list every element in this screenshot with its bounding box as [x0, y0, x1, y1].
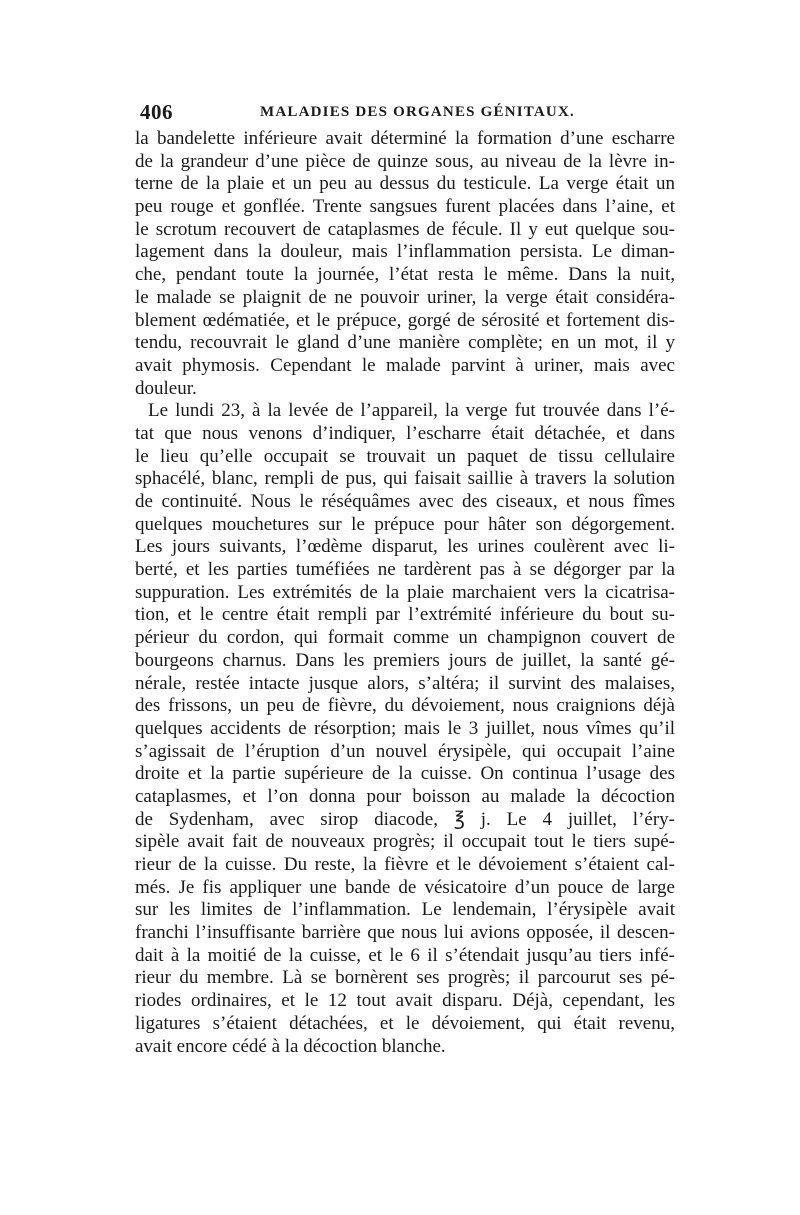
text-line: droite et la partie supérieure de la cuisse. On continua l’usage des [135, 763, 675, 785]
text-line: dait à la moitié de la cuisse, et le 6 il s’étendait jusqu’au tiers infé- [135, 944, 675, 966]
text-line: quelques accidents de résorption; mais le 3 juillet, nous vîmes qu’il [135, 717, 675, 739]
text-line: suppuration. Les extrémités de la plaie marchaient vers la cicatrisa- [135, 581, 675, 603]
text-line: la bandelette inférieure avait déterminé la formation d’une escharre [135, 128, 675, 149]
text-line: lagement dans la douleur, mais l’inflammation persista. Le diman- [135, 241, 675, 263]
text-line: tat que nous venons d’indiquer, l’escharre était détachée, et dans [135, 422, 675, 444]
text-line: més. Je fis appliquer une bande de vésicatoire d’un pouce de large [135, 876, 675, 898]
text-line: de la grandeur d’une pièce de quinze sous, au niveau de la lèvre in- [135, 150, 675, 172]
page-number: 406 [140, 100, 173, 124]
text-line: terne de la plaie et un peu au dessus du testicule. La verge était un [135, 173, 675, 195]
text-line: sphacélé, blanc, rempli de pus, qui faisait saillie à travers la solution [135, 468, 675, 490]
text-line: peu rouge et gonflée. Trente sangsues furent placées dans l’aine, et [135, 196, 675, 218]
text-line: tion, et le centre était rempli par l’extrémité inférieure du bout su- [135, 604, 675, 626]
page-header [140, 100, 675, 128]
text-line: le scrotum recouvert de cataplasmes de fécule. Il y eut quelque sou- [135, 218, 675, 240]
text-line: douleur. [135, 377, 197, 399]
text-line: de continuité. Nous le réséquâmes avec des ciseaux, et nous fîmes [135, 491, 675, 512]
text-line: che, pendant toute la journée, l’état resta le même. Dans la nuit, [135, 264, 675, 286]
text-line: sipèle avait fait de nouveaux progrès; il occupait tout le tiers supé- [135, 831, 675, 853]
text-line: sur les limites de l’inflammation. Le lendemain, l’érysipèle avait [135, 899, 675, 921]
running-title: MALADIES DES ORGANES GÉNITAUX. [260, 104, 575, 120]
text-line: s’agissait de l’éruption d’un nouvel érysipèle, qui occupait l’aine [135, 740, 675, 762]
text-line: berté, et les parties tuméfiées ne tardèrent pas à se dégorger par la [135, 559, 675, 581]
text-line: tendu, recouvrait le gland d’une manière complète; en un mot, il y [135, 332, 675, 354]
text-line: quelques mouchetures sur le prépuce pour hâter son dégorgement. [135, 513, 675, 535]
text-line: rieur de la cuisse. Du reste, la fièvre et le dévoiement s’étaient cal- [135, 854, 675, 875]
text-line: franchi l’insuffisante barrière que nous lui avions opposée, il descen- [135, 922, 675, 944]
text-line: avait phymosis. Cependant le malade parvint à uriner, mais avec [135, 354, 675, 376]
text-line: Les jours suivants, l’œdème disparut, les urines coulèrent avec li- [135, 536, 675, 558]
text-line: le malade se plaignit de ne pouvoir uriner, la verge était considéra- [135, 286, 675, 308]
text-line: Le lundi 23, à la levée de l’appareil, la verge fut trouvée dans l’é- [148, 400, 675, 422]
text-line: bourgeons charnus. Dans les premiers jours de juillet, la santé gé- [135, 649, 675, 671]
text-line: le lieu qu’elle occupait se trouvait un paquet de tissu cellulaire [135, 445, 675, 467]
text-line: cataplasmes, et l’on donna pour boisson au malade la décoction [135, 785, 675, 807]
text-line: ligatures s’étaient détachées, et le dévoiement, qui était revenu, [135, 1012, 675, 1034]
text-line: de Sydenham, avec sirop diacode, ℥ j. Le 4 juillet, l’éry- [135, 808, 675, 830]
text-line: rieur du membre. Là se bornèrent ses progrès; il parcourut ses pé- [135, 967, 675, 989]
text-line: périeur du cordon, qui formait comme un champignon couvert de [135, 627, 675, 649]
text-line: des frissons, un peu de fièvre, du dévoiement, nous craignions déjà [135, 695, 675, 717]
text-line: riodes ordinaires, et le 12 tout avait disparu. Déjà, cependant, les [135, 990, 675, 1012]
body-text [135, 128, 675, 1058]
text-line: blement œdématiée, et le prépuce, gorgé de sérosité et fortement dis- [135, 309, 675, 331]
text-line: avait encore cédé à la décoction blanche. [135, 1035, 446, 1057]
text-line: nérale, restée intacte jusque alors, s’altéra; il survint des malaises, [135, 672, 675, 694]
